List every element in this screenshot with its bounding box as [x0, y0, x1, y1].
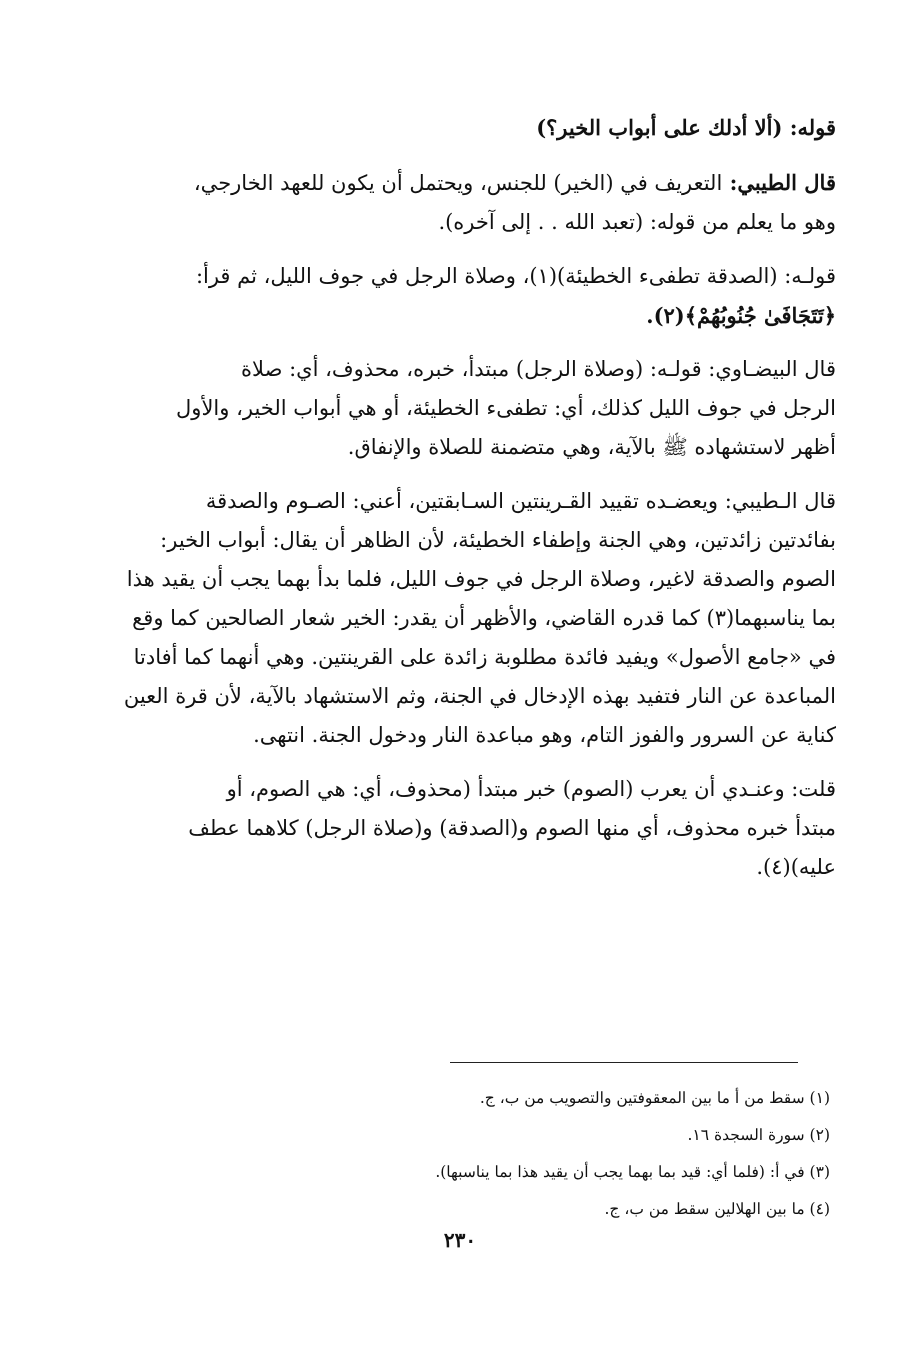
- lead-word: قال الطيبي:: [722, 170, 836, 195]
- lead-word: قال الـطيبي:: [718, 489, 836, 513]
- text-line: [78, 257, 836, 296]
- footnote-divider: [450, 1062, 798, 1063]
- page-number: ٢٣٠: [443, 1228, 477, 1252]
- text-line: وهو ما يعلم من قوله: (تعبد الله . . إلى آخره).: [438, 210, 836, 234]
- line-text: قولـه: (وصلاة الرجل) مبتدأ، خبره، محذوف، أي: صلاة: [241, 357, 702, 381]
- text-line: الصوم والصدقة لاغير، وصلاة الرجل في جوف الليل، فلما بدأ بهما يجب أن يقيد هذا: [126, 567, 836, 591]
- line-text: التعريف في (الخير) للجنس، ويحتمل أن يكون للعهد الخارجي،: [193, 171, 723, 195]
- lead-word: قولـه:: [777, 264, 836, 288]
- footnotes: [435, 1080, 830, 1228]
- lead-word: قلت:: [784, 777, 836, 801]
- lead-word: قوله:: [782, 115, 836, 140]
- footnote: (٣) في أ: (فلما أي: قيد بما بهما يجب أن يقيد هذا بما يناسبها).: [435, 1163, 830, 1181]
- footnote: (٤) ما بين الهلالين سقط من ب، ج.: [604, 1200, 830, 1218]
- line-text: ويعضـده تقييد القـرينتين السـابقتين، أعني: الصـوم والصدقة: [205, 489, 719, 513]
- text-line: [78, 350, 836, 389]
- text-line: أظهر لاستشهاده ﷺ بالآية، وهي متضمنة للصلاة والإنفاق.: [347, 435, 836, 459]
- paragraph: [78, 108, 836, 148]
- lead-word: قال البيضـاوي:: [701, 357, 836, 381]
- footnote: (١) سقط من أ ما بين المعقوفتين والتصويب من ب، ج.: [479, 1089, 830, 1107]
- footnote: (٢) سورة السجدة ١٦.: [687, 1126, 830, 1144]
- text-line: الرجل في جوف الليل كذلك، أي: تطفىء الخطيئة، أو هي أبواب الخير، والأول: [176, 396, 836, 420]
- text-line: [78, 770, 836, 809]
- text-line: بفائدتين زائدتين، وهي الجنة وإطفاء الخطيئة، لأن الظاهر أن يقال: أبواب الخير:: [160, 528, 836, 552]
- paragraph: [78, 163, 836, 242]
- text-line: كناية عن السرور والفوز التام، وهو مباعدة النار ودخول الجنة. انتهى.: [253, 723, 836, 747]
- text-line: المباعدة عن النار فتفيد بهذه الإدخال في الجنة، وثم الاستشهاد بالآية، لأن قرة العين: [123, 684, 836, 708]
- text-line: [78, 482, 836, 521]
- line-text: (الصدقة تطفىء الخطيئة)(١)، وصلاة الرجل في جوف الليل، ثم قرأ:: [195, 264, 778, 288]
- paragraph: [78, 350, 836, 467]
- paragraph: [78, 770, 836, 887]
- paragraph: [78, 482, 836, 755]
- paragraph: [78, 257, 836, 335]
- main-text: [78, 108, 836, 902]
- quran-verse: ﴿تَتَجَافَىٰ جُنُوبُهُمْ﴾(٢).: [646, 303, 836, 328]
- text-line: بما يناسبهما(٣) كما قدره القاضي، والأظهر أن يقدر: الخير شعار الصالحين كما وقع: [132, 606, 836, 630]
- text-line: في «جامع الأصول» ويفيد فائدة مطلوبة زائدة على القرينتين. وهي أنهما كما أفادتا: [133, 645, 836, 669]
- line-text: وعنـدي أن يعرب (الصوم) خبر مبتدأ (محذوف، أي: هي الصوم، أو: [226, 777, 785, 801]
- text-line: [78, 108, 836, 148]
- line-text: (ألا أدلك على أبواب الخير؟): [536, 115, 783, 140]
- text-line: عليه)(٤).: [756, 855, 836, 879]
- text-line: مبتدأ خبره محذوف، أي منها الصوم و(الصدقة) و(صلاة الرجل) كلاهما عطف: [188, 816, 836, 840]
- text-line: [78, 163, 836, 203]
